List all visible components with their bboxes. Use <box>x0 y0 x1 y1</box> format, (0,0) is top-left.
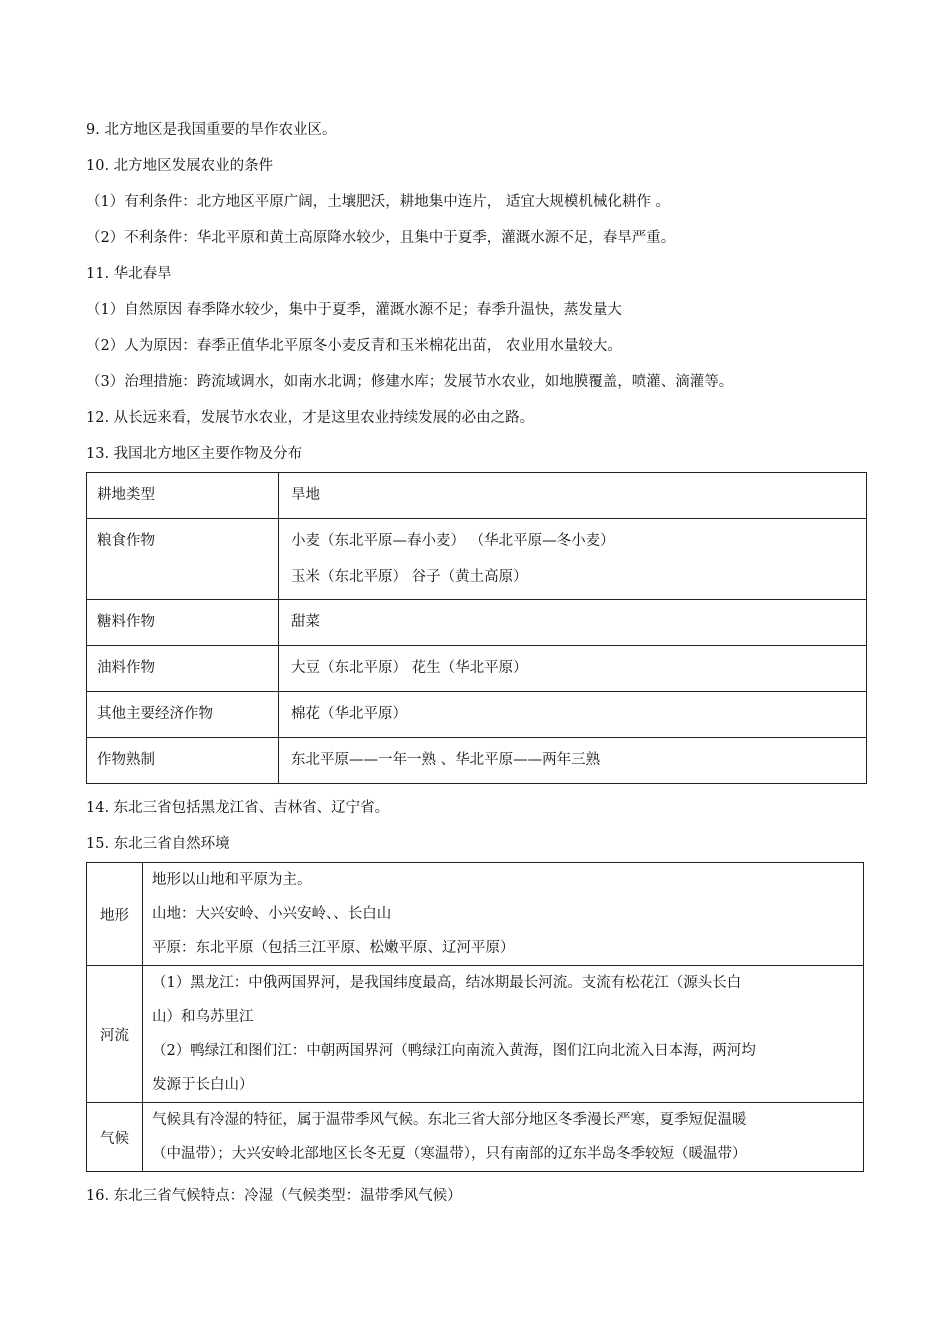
table-row <box>87 519 867 600</box>
row-value: 棉花（华北平原） <box>291 706 407 722</box>
row-label: 油料作物 <box>97 660 155 676</box>
row-value: 甜菜 <box>291 614 320 630</box>
table-row <box>87 966 864 1103</box>
row-value: 大豆（东北平原） 花生（华北平原） <box>291 660 528 676</box>
document-page <box>86 112 868 1214</box>
environment-table <box>86 862 864 1172</box>
row-label: 河流 <box>87 966 143 1103</box>
row-label: 耕地类型 <box>97 487 155 503</box>
item-12: 12. 从长远来看，发展节水农业，才是这里农业持续发展的必由之路。 <box>86 410 535 426</box>
row-label: 粮食作物 <box>97 533 155 549</box>
row-value-line: 山地：大兴安岭、小兴安岭、、长白山 <box>152 906 392 922</box>
row-value-line: （中温带）；大兴安岭北部地区长冬无夏（寒温带），只有南部的辽东半岛冬季较短（暖温带） <box>152 1146 747 1162</box>
row-value-line: 山）和乌苏里江 <box>152 1009 254 1025</box>
row-label: 作物熟制 <box>97 752 155 768</box>
row-value: 东北平原——一年一熟 、华北平原——两年三熟 <box>291 752 601 768</box>
row-value-line: 发源于长白山） <box>152 1077 254 1093</box>
row-value-line: （1）黑龙江：中俄两国界河，是我国纬度最高，结冰期最长河流。支流有松花江（源头长白 <box>152 975 742 991</box>
row-value-line: 玉米（东北平原） 谷子（黄土高原） <box>291 569 528 585</box>
item-11-measures: （3）治理措施：跨流域调水，如南水北调；修建水库；发展节水农业，如地膜覆盖，喷灌、滴灌等。 <box>86 374 734 390</box>
item-11-heading: 11. 华北春旱 <box>86 266 172 282</box>
table-row <box>87 646 867 692</box>
item-10-unfavorable: （2）不利条件：华北平原和黄土高原降水较少，且集中于夏季，灌溉水源不足，春旱严重。 <box>86 230 676 246</box>
table-row <box>87 738 867 784</box>
item-16: 16. 东北三省气候特点：冷湿（气候类型：温带季风气候） <box>86 1188 462 1204</box>
row-value-line: 平原：东北平原（包括三江平原、松嫩平原、辽河平原） <box>152 940 515 956</box>
item-15-heading: 15. 东北三省自然环境 <box>86 836 230 852</box>
crops-table <box>86 472 867 784</box>
row-value-line: 地形以山地和平原为主。 <box>152 872 312 888</box>
row-label: 其他主要经济作物 <box>97 706 213 722</box>
row-label: 气候 <box>87 1103 143 1172</box>
item-11-natural-cause: （1）自然原因 春季降水较少，集中于夏季，灌溉水源不足；春季升温快，蒸发量大 <box>86 302 622 318</box>
row-value-line: （2）鸭绿江和图们江：中朝两国界河（鸭绿江向南流入黄海，图们江向北流入日本海，两河均 <box>152 1043 756 1059</box>
row-label: 地形 <box>87 863 143 966</box>
table-row <box>87 1103 864 1172</box>
item-14: 14. 东北三省包括黑龙江省、吉林省、辽宁省。 <box>86 800 390 816</box>
row-value: 旱地 <box>291 487 320 503</box>
table-row <box>87 473 867 519</box>
table-row <box>87 863 864 966</box>
row-label: 糖料作物 <box>97 614 155 630</box>
table-row <box>87 692 867 738</box>
item-10-favorable: （1）有利条件：北方地区平原广阔，土壤肥沃，耕地集中连片， 适宜大规模机械化耕作 。 <box>86 194 670 210</box>
table-row <box>87 600 867 646</box>
row-value-line: 小麦（东北平原—春小麦） （华北平原—冬小麦） <box>291 533 615 549</box>
item-13-heading: 13. 我国北方地区主要作物及分布 <box>86 446 303 462</box>
item-9: 9. 北方地区是我国重要的旱作农业区。 <box>86 122 337 138</box>
row-value-line: 气候具有冷湿的特征，属于温带季风气候。东北三省大部分地区冬季漫长严寒，夏季短促温暖 <box>152 1112 747 1128</box>
item-10-heading: 10. 北方地区发展农业的条件 <box>86 158 274 174</box>
item-11-human-cause: （2）人为原因：春季正值华北平原冬小麦反青和玉米棉花出苗， 农业用水量较大。 <box>86 338 622 354</box>
